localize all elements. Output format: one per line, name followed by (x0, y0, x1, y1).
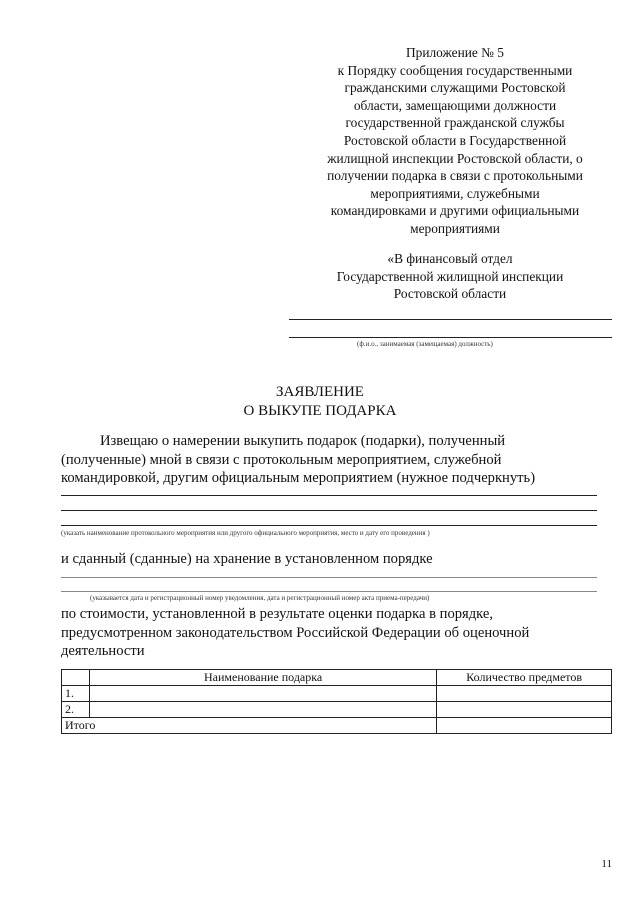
row-number: 1. (62, 686, 90, 702)
paragraph-line: Извещаю о намерении выкупить подарок (подарки), полученный (100, 433, 506, 449)
appendix-line: командировками и другими официальными (330, 203, 580, 219)
appendix-line: жилищной инспекции Ростовской области, о (327, 150, 583, 166)
gifts-table (61, 669, 612, 734)
paragraph-line: и сданный (сданные) на хранение в установленном порядке (61, 551, 433, 567)
event-field-line[interactable] (61, 525, 597, 526)
appendix-header (290, 44, 620, 238)
row-number: 2. (62, 702, 90, 718)
notice-field-line[interactable] (61, 577, 597, 578)
appendix-line: Ростовской области в Государственной (343, 132, 567, 148)
paragraph-line: деятельности (61, 643, 145, 659)
notice-caption: (указывается дата и регистрационный номер уведомления, дата и регистрационный номер акта приема-передачи) (90, 594, 430, 602)
applicant-position-field[interactable] (289, 337, 612, 338)
event-field-line[interactable] (61, 510, 597, 511)
paragraph-line: (полученные) мной в связи с протокольным мероприятием, служебной (61, 452, 502, 468)
addressee-line-3: Ростовской области (393, 286, 507, 302)
document-subtitle: О ВЫКУПЕ ПОДАРКА (243, 403, 397, 419)
total-qty-cell[interactable] (437, 718, 612, 734)
applicant-name-field[interactable] (289, 319, 612, 320)
page-number: 11 (601, 858, 612, 870)
appendix-line: Приложение № 5 (405, 45, 505, 60)
appendix-line: государственной гражданской службы (345, 115, 565, 131)
appendix-line: области, замещающими должности (353, 97, 557, 113)
paragraph-line: командировкой, другим официальным мероприятием (нужное подчеркнуть) (61, 470, 536, 486)
paragraph-line: предусмотренном законодательством Российской Федерации об оценочной (61, 625, 530, 641)
table-row (62, 686, 612, 702)
event-field-line[interactable] (61, 495, 597, 496)
addressee-line-1: «В финансовый отдел (387, 251, 513, 266)
document-title: ЗАЯВЛЕНИЕ (276, 384, 364, 400)
appendix-line: мероприятиями, служебными (370, 185, 540, 201)
paragraph-line: по стоимости, установленной в результате оценки подарка в порядке, (61, 606, 494, 622)
table-row (62, 702, 612, 718)
gift-qty-cell[interactable] (437, 686, 612, 702)
header-cell-name: Наименование подарка (89, 670, 436, 686)
table-header-row (62, 670, 612, 686)
notice-field-line[interactable] (61, 591, 597, 592)
gift-qty-cell[interactable] (437, 702, 612, 718)
total-label: Итого (62, 718, 437, 734)
header-cell-num (62, 670, 90, 686)
addressee-block (300, 250, 600, 303)
appendix-line: мероприятиями (410, 220, 500, 236)
applicant-caption: (ф.и.о., занимаемая (замещаемая) должность) (357, 340, 493, 348)
appendix-line: к Порядку сообщения государственными (337, 62, 573, 78)
appendix-line: гражданскими служащими Ростовской (344, 80, 566, 96)
event-caption: (указать наименование протокольного мероприятия или другого официального мероприятия, место и дату его проведения ) (61, 529, 430, 537)
gift-name-cell[interactable] (89, 702, 436, 718)
appendix-line: получении подарка в связи с протокольными (327, 168, 583, 184)
gift-name-cell[interactable] (89, 686, 436, 702)
header-cell-qty: Количество предметов (437, 670, 612, 686)
addressee-line-2: Государственной жилищной инспекции (336, 268, 564, 284)
table-total-row (62, 718, 612, 734)
